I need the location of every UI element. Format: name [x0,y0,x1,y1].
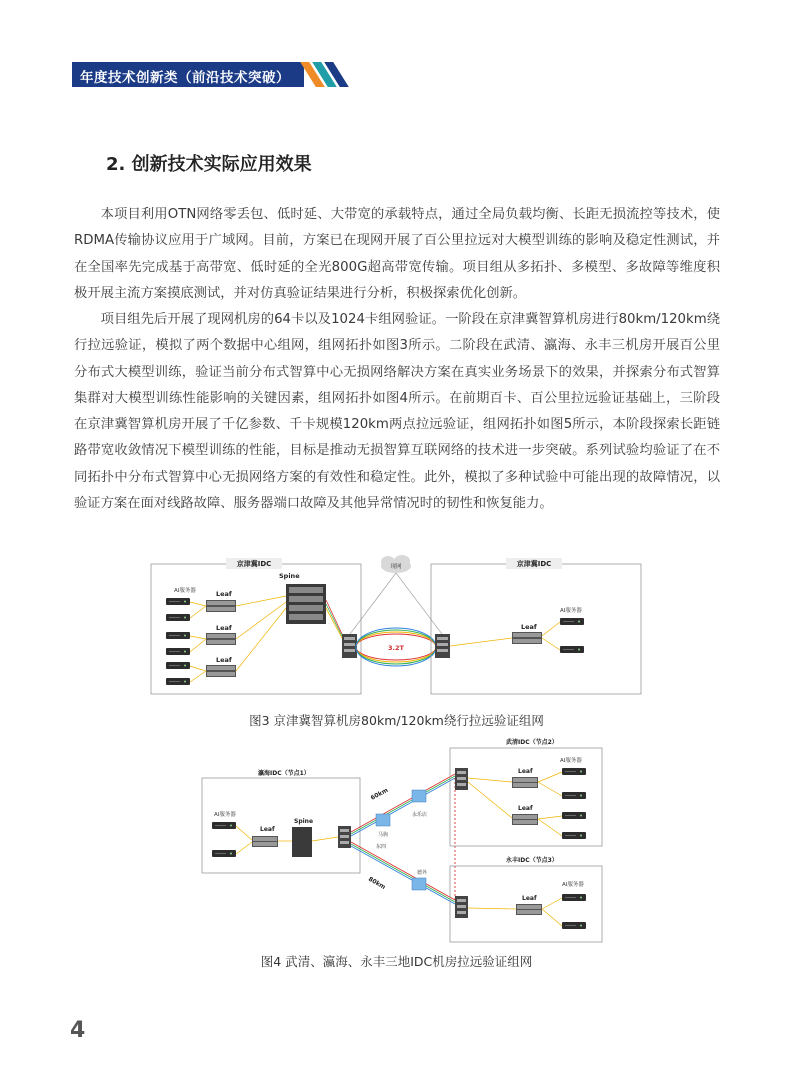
figure-4-diagram [200,738,603,943]
section-title: 2. 创新技术实际应用效果 [106,154,312,175]
right-leaf-label: Leaf [521,623,537,631]
right-ai-server-label: AI服务器 [560,608,582,614]
node-label-maju: 马驹 [378,832,389,838]
wuqing-leaf-label-2: Leaf [518,805,533,812]
yinghai-spine-switch [292,827,312,857]
node-label-dongsi: 东四 [376,844,387,850]
leaf-label-2: Leaf [216,624,232,632]
page-number: 4 [70,1018,86,1043]
distance-80km: 80km [367,875,387,892]
bandwidth-label: 3.2T [388,644,404,652]
wuqing-idc-label: 武清IDC（节点2） [506,739,558,746]
yongfeng-leaf-label: Leaf [522,895,537,902]
ai-server-label: AI服务器 [174,588,196,594]
wuqing-leaf-label-1: Leaf [518,768,533,775]
figure-4-caption: 图4 武清、瀛海、永丰三地IDC机房拉远验证组网 [260,954,533,969]
paragraph-2: 项目组先后开展了现网机房的64卡以及1024卡组网验证。一阶段在京津冀智算机房进行80km/120km绕行拉远验证，模拟了两个数据中心组网，组网拓扑如图3所示。二阶段在武清、瀛海、永丰三机房开展百公里分布式大模型训练，验证当前分布式智算中心无损网络解决方案在真实业务场景下的效果，并探索分布式智算集群对大模型训练性能影响的关键因素，组网拓扑如图4所示。在前期百卡、百公里拉远验证基础上，三阶段在京津冀智算机房开展了千亿参数、千卡规模120km两点拉远验证，组网拓扑如图5所示，本阶段探索长距链路带宽收敛情况下模型训练的性能，目标是推动无损智算互联网络的技术进一步突破。系列试验均验证了在不同拓扑中分布式智算中心无损网络方案的有效性和稳定性。此外，模拟了多种试验中可能出现的故障情况，以验证方案在面对线路故障、服务器端口故障及其他异常情况时的韧性和恢复能力。 [74,312,720,512]
banner-title: 年度技术创新类（前沿技术突破） [80,70,290,86]
left-idc-box [151,564,361,694]
left-idc-label: 京津冀IDC [236,560,272,568]
yinghai-idc-label: 瀛海IDC（节点1） [258,770,310,777]
right-idc-label: 京津冀IDC [516,560,552,568]
figure-3-caption: 图3 京津冀智算机房80km/120km绕行拉远验证组网 [249,713,544,728]
leaf-label-1: Leaf [216,590,232,598]
yongfeng-idc-label: 永丰IDC（节点3） [506,857,558,864]
distance-60km: 60km [369,786,390,802]
spine-label: Spine [279,572,300,580]
paragraph-1: 本项目利用OTN网络零丢包、低时延、大带宽的承载特点，通过全局负载均衡、长距无损流控等技术，使RDMA传输协议应用于广域网。目前，方案已在现网开展了百公里拉远对大模型训练的影响及稳定性测试，并在全国率先完成基于高带宽、低时延的全光800G超高带宽传输。项目组从多拓扑、多模型、多故障等维度积极开展主流方案摸底测试，并对仿真验证结果进行分析，积极探索优化创新。 [74,207,720,301]
leaf-label-3: Leaf [216,656,232,664]
figure-3-diagram [146,550,646,702]
yinghai-ai-label: AI服务器 [214,812,236,818]
category-banner [72,62,346,87]
yinghai-leaf-label: Leaf [260,826,275,833]
node-label-yongledian: 永乐店 [412,812,428,818]
cloud-label: 现网 [390,564,402,570]
wuqing-ai-label: AI服务器 [560,758,582,764]
yinghai-spine-label: Spine [294,818,314,825]
node-label-dewai: 德外 [417,870,428,876]
yongfeng-ai-label: AI服务器 [562,882,584,888]
spine-switch-stack [286,584,326,624]
